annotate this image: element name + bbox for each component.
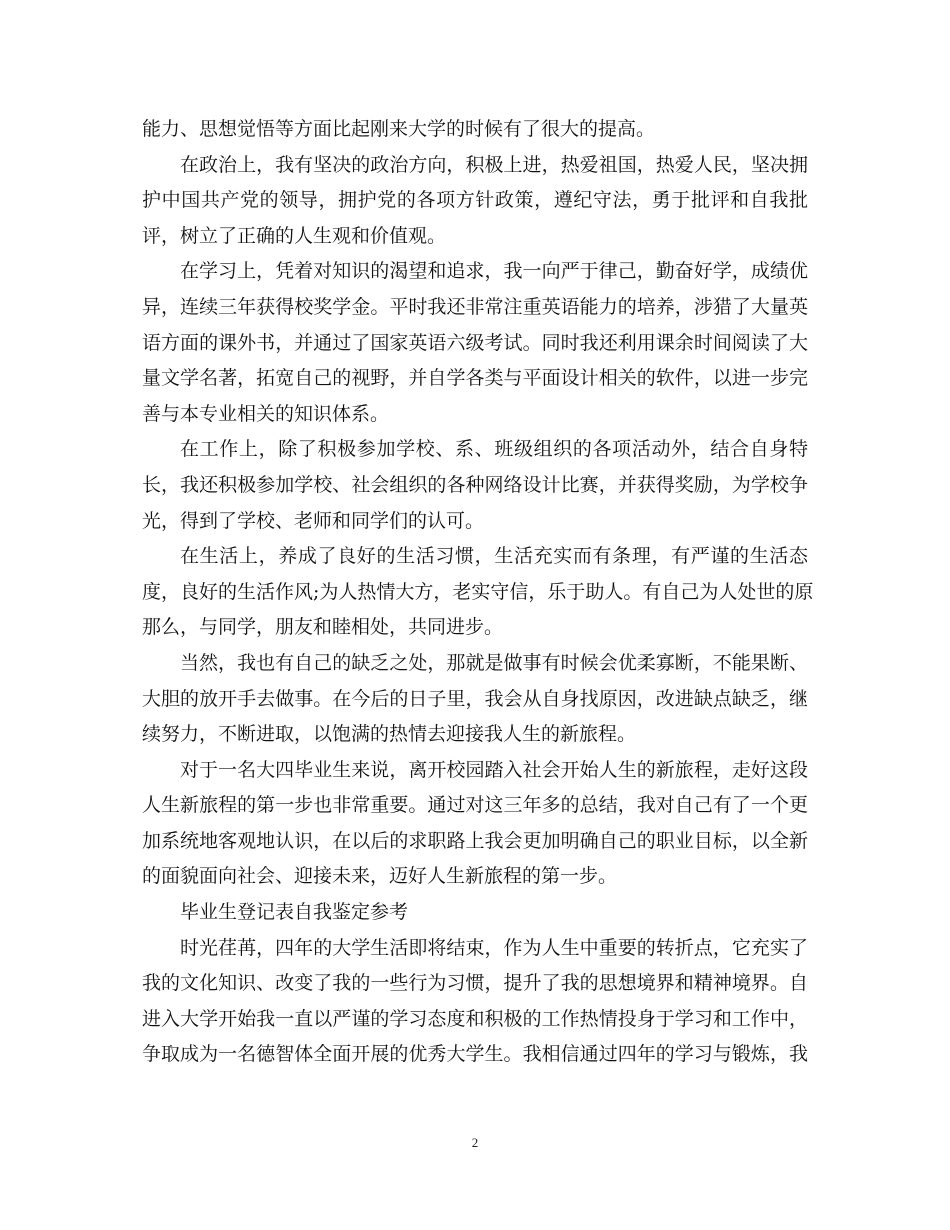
text-line: 当然，我也有自己的缺乏之处，那就是做事有时候会优柔寡断，不能果断、 <box>180 651 808 674</box>
text-line: 在工作上，除了积极参加学校、系、班级组织的各项活动外，结合自身特 <box>180 438 808 461</box>
text-line: 我的文化知识、改变了我的一些行为习惯，提升了我的思想境界和精神境界。自 <box>142 972 808 995</box>
text-line: 在政治上，我有坚决的政治方向，积极上进，热爱祖国，热爱人民，坚决拥 <box>180 153 808 176</box>
text-line: 续努力，不断进取，以饱满的热情去迎接我人生的新旅程。 <box>142 723 637 746</box>
text-line: 对于一名大四毕业生来说，离开校园踏入社会开始人生的新旅程，走好这段 <box>180 758 808 781</box>
text-line: 在学习上，凭着对知识的渴望和追求，我一向严于律己，勤奋好学，成绩优 <box>180 260 808 283</box>
text-line: 异，连续三年获得校奖学金。平时我还非常注重英语能力的培养，涉猎了大量英 <box>142 295 808 318</box>
text-line: 的面貌面向社会、迎接未来，迈好人生新旅程的第一步。 <box>142 865 618 888</box>
text-line: 加系统地客观地认识，在以后的求职路上我会更加明确自己的职业目标，以全新 <box>142 829 808 852</box>
text-line: 评，树立了正确的人生观和价值观。 <box>142 224 447 247</box>
text-line: 进入大学开始我一直以严谨的学习态度和积极的工作热情投身于学习和工作中， <box>142 1007 808 1030</box>
text-line: 度，良好的生活作风;为人热情大方，老实守信，乐于助人。有自己为人处世的原 <box>142 580 814 603</box>
text-line: 语方面的课外书，并通过了国家英语六级考试。同时我还利用课余时间阅读了大 <box>142 331 808 354</box>
text-line: 大胆的放开手去做事。在今后的日子里，我会从自身找原因，改进缺点缺乏，继 <box>142 687 808 710</box>
text-line: 光，得到了学校、老师和同学们的认可。 <box>142 509 485 532</box>
text-line: 在生活上，养成了良好的生活习惯，生活充实而有条理，有严谨的生活态 <box>180 545 808 568</box>
text-line: 那么，与同学，朋友和睦相处，共同进步。 <box>142 616 504 639</box>
text-line: 人生新旅程的第一步也非常重要。通过对这三年多的总结，我对自己有了一个更 <box>142 794 808 817</box>
text-line: 时光荏苒，四年的大学生活即将结束，作为人生中重要的转折点，它充实了 <box>180 936 808 959</box>
text-line: 长，我还积极参加学校、社会组织的各种网络设计比赛，并获得奖励，为学校争 <box>142 473 808 496</box>
text-line: 争取成为一名德智体全面开展的优秀大学生。我相信通过四年的学习与锻炼，我 <box>142 1043 808 1066</box>
text-line: 毕业生登记表自我鉴定参考 <box>180 901 409 924</box>
text-line: 能力、思想觉悟等方面比起刚来大学的时候有了很大的提高。 <box>142 118 656 140</box>
document-body <box>142 112 814 1073</box>
page-number: 2 <box>471 1135 479 1150</box>
text-line: 护中国共产党的领导，拥护党的各项方针政策，遵纪守法，勇于批评和自我批 <box>142 189 808 212</box>
text-line: 善与本专业相关的知识体系。 <box>142 402 390 425</box>
text-line: 量文学名著，拓宽自己的视野，并自学各类与平面设计相关的软件，以进一步完 <box>142 367 808 390</box>
